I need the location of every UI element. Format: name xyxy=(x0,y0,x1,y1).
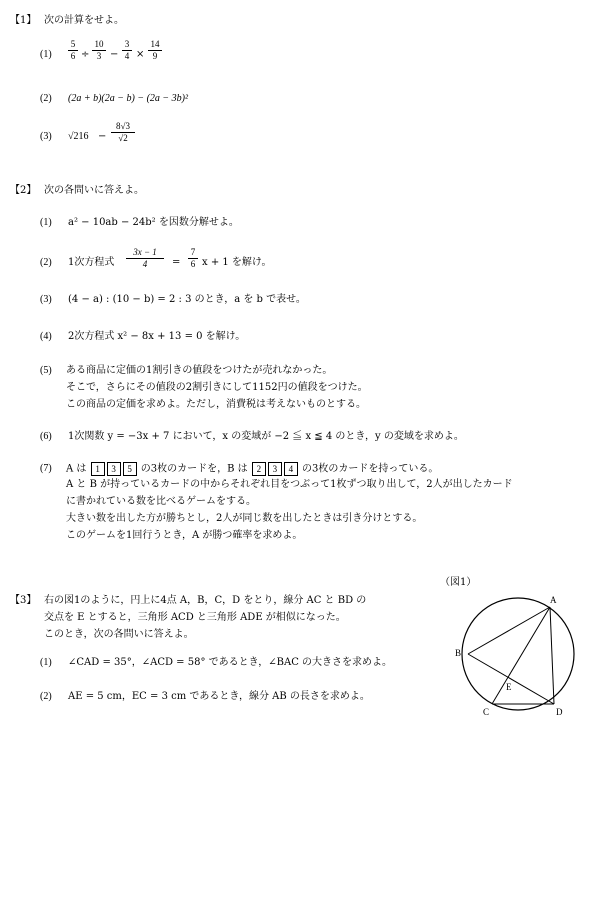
card-a-1: 1 xyxy=(91,462,105,476)
s1-q3-fraction: 8√3 √2 xyxy=(111,122,135,143)
s1-q1-fraction-4: 14 9 xyxy=(148,40,162,61)
section-1-title: 次の計算をせよ。 xyxy=(44,15,124,26)
s2-q7-mid: の3枚のカードを，B は xyxy=(140,463,248,475)
s1-q1-op-2: − xyxy=(110,49,119,60)
s3-q2-text: AE = 5 cm，EC = 3 cm であるとき，線分 AB の長さを求めよ。 xyxy=(68,691,370,702)
s2-q7-line-3: に書かれている数を比べるゲームをする。 xyxy=(66,496,256,507)
segment-ad xyxy=(550,607,554,704)
s1-q1-op-3: × xyxy=(136,49,145,60)
s2-q4-text: 2次方程式 x² − 8x + 13 = 0 を解け。 xyxy=(68,331,246,342)
s1-q3-op: − xyxy=(98,131,107,142)
s2-q2-suffix: x + 1 を解け。 xyxy=(202,257,272,268)
s2-q1-number: (1) xyxy=(40,217,52,228)
section-2-title: 次の各問いに答えよ。 xyxy=(44,185,144,196)
s2-q5-line-1: ある商品に定価の1割引きの値段をつけたが売れなかった。 xyxy=(66,365,333,376)
s1-q1-op-1: ÷ xyxy=(81,49,90,60)
s2-q2-prefix: 1次方程式 xyxy=(68,257,115,268)
s3-line-3: このとき，次の各問いに答えよ。 xyxy=(44,629,194,640)
s1-q3-number: (3) xyxy=(40,131,52,142)
s2-q7-a-prefix: A は xyxy=(66,463,87,475)
s2-q3-number: (3) xyxy=(40,294,52,305)
card-a-3: 5 xyxy=(123,462,137,476)
s2-q2-equals: = xyxy=(172,257,181,268)
s2-q2-fraction-2: 7 6 xyxy=(188,248,198,269)
label-e: E xyxy=(506,682,512,692)
s2-q7-line-2: A と B が持っているカードの中からそれぞれ目をつぶって1枚ずつ取り出して，2人が出したカード xyxy=(66,479,513,490)
s2-q4-number: (4) xyxy=(40,331,52,342)
s1-q3-root: √216 xyxy=(68,131,89,142)
section-1-label: 【1】 xyxy=(10,15,37,26)
s3-q1-text: ∠CAD = 35°，∠ACD = 58° であるとき，∠BAC の大きさを求めよ。 xyxy=(68,657,393,668)
s2-q1-text: a² − 10ab − 24b² を因数分解せよ。 xyxy=(68,217,239,228)
s1-q1-fraction-1: 5 6 xyxy=(68,40,78,61)
card-b-2: 3 xyxy=(268,462,282,476)
label-d: D xyxy=(556,707,563,717)
s2-q2-fraction-1: 3x − 1 4 xyxy=(126,248,164,269)
label-c: C xyxy=(483,707,490,717)
s3-line-1: 右の図1のように，円上に4点 A，B，C，D をとり，線分 AC と BD の xyxy=(44,595,367,606)
s2-q2-number: (2) xyxy=(40,257,52,268)
segment-ac xyxy=(492,607,550,704)
circle-figure xyxy=(450,590,590,725)
s1-q1-fraction-2: 10 3 xyxy=(92,40,106,61)
s2-q7-line-1 xyxy=(66,462,438,476)
card-b-3: 4 xyxy=(284,462,298,476)
s2-q7-line-4: 大きい数を出した方が勝ちとし，2人が同じ数を出したときは引き分けとする。 xyxy=(66,513,423,524)
circle xyxy=(462,598,574,710)
s2-q3-text: (4 − a) : (10 − b) = 2 : 3 のとき，a を b で表せ。 xyxy=(68,294,306,305)
segment-ab xyxy=(468,607,550,654)
figure-caption: （図1） xyxy=(440,577,477,588)
s3-q1-number: (1) xyxy=(40,657,52,668)
s1-q2-number: (2) xyxy=(40,93,52,104)
section-3-label: 【3】 xyxy=(10,595,37,606)
label-b: B xyxy=(455,648,462,658)
s2-q5-line-2: そこで，さらにその値段の2割引きにして1152円の値段をつけた。 xyxy=(66,382,368,393)
s2-q5-number: (5) xyxy=(40,365,52,376)
s1-q1-fraction-3: 3 4 xyxy=(122,40,132,61)
s2-q6-text: 1次関数 y = −3x + 7 において，x の変域が −2 ≦ x ≦ 4 のとき，y の変域を求めよ。 xyxy=(68,431,464,442)
s2-q7-suffix: の3枚のカードを持っている。 xyxy=(302,463,439,475)
s1-q2-expression: (2a + b)(2a − b) − (2a − 3b)² xyxy=(68,93,188,104)
s2-q6-number: (6) xyxy=(40,431,52,442)
s2-q5-line-3: この商品の定価を求めよ。ただし，消費税は考えないものとする。 xyxy=(66,399,366,410)
label-a: A xyxy=(550,595,557,605)
s3-q2-number: (2) xyxy=(40,691,52,702)
card-b-1: 2 xyxy=(252,462,266,476)
s1-q1-number: (1) xyxy=(40,49,52,60)
s3-line-2: 交点を E とすると，三角形 ACD と三角形 ADE が相似になった。 xyxy=(44,612,346,623)
card-a-2: 3 xyxy=(107,462,121,476)
section-2-label: 【2】 xyxy=(10,185,37,196)
s2-q7-line-5: このゲームを1回行うとき，A が勝つ確率を求めよ。 xyxy=(66,530,303,541)
s2-q7-number: (7) xyxy=(40,463,52,474)
